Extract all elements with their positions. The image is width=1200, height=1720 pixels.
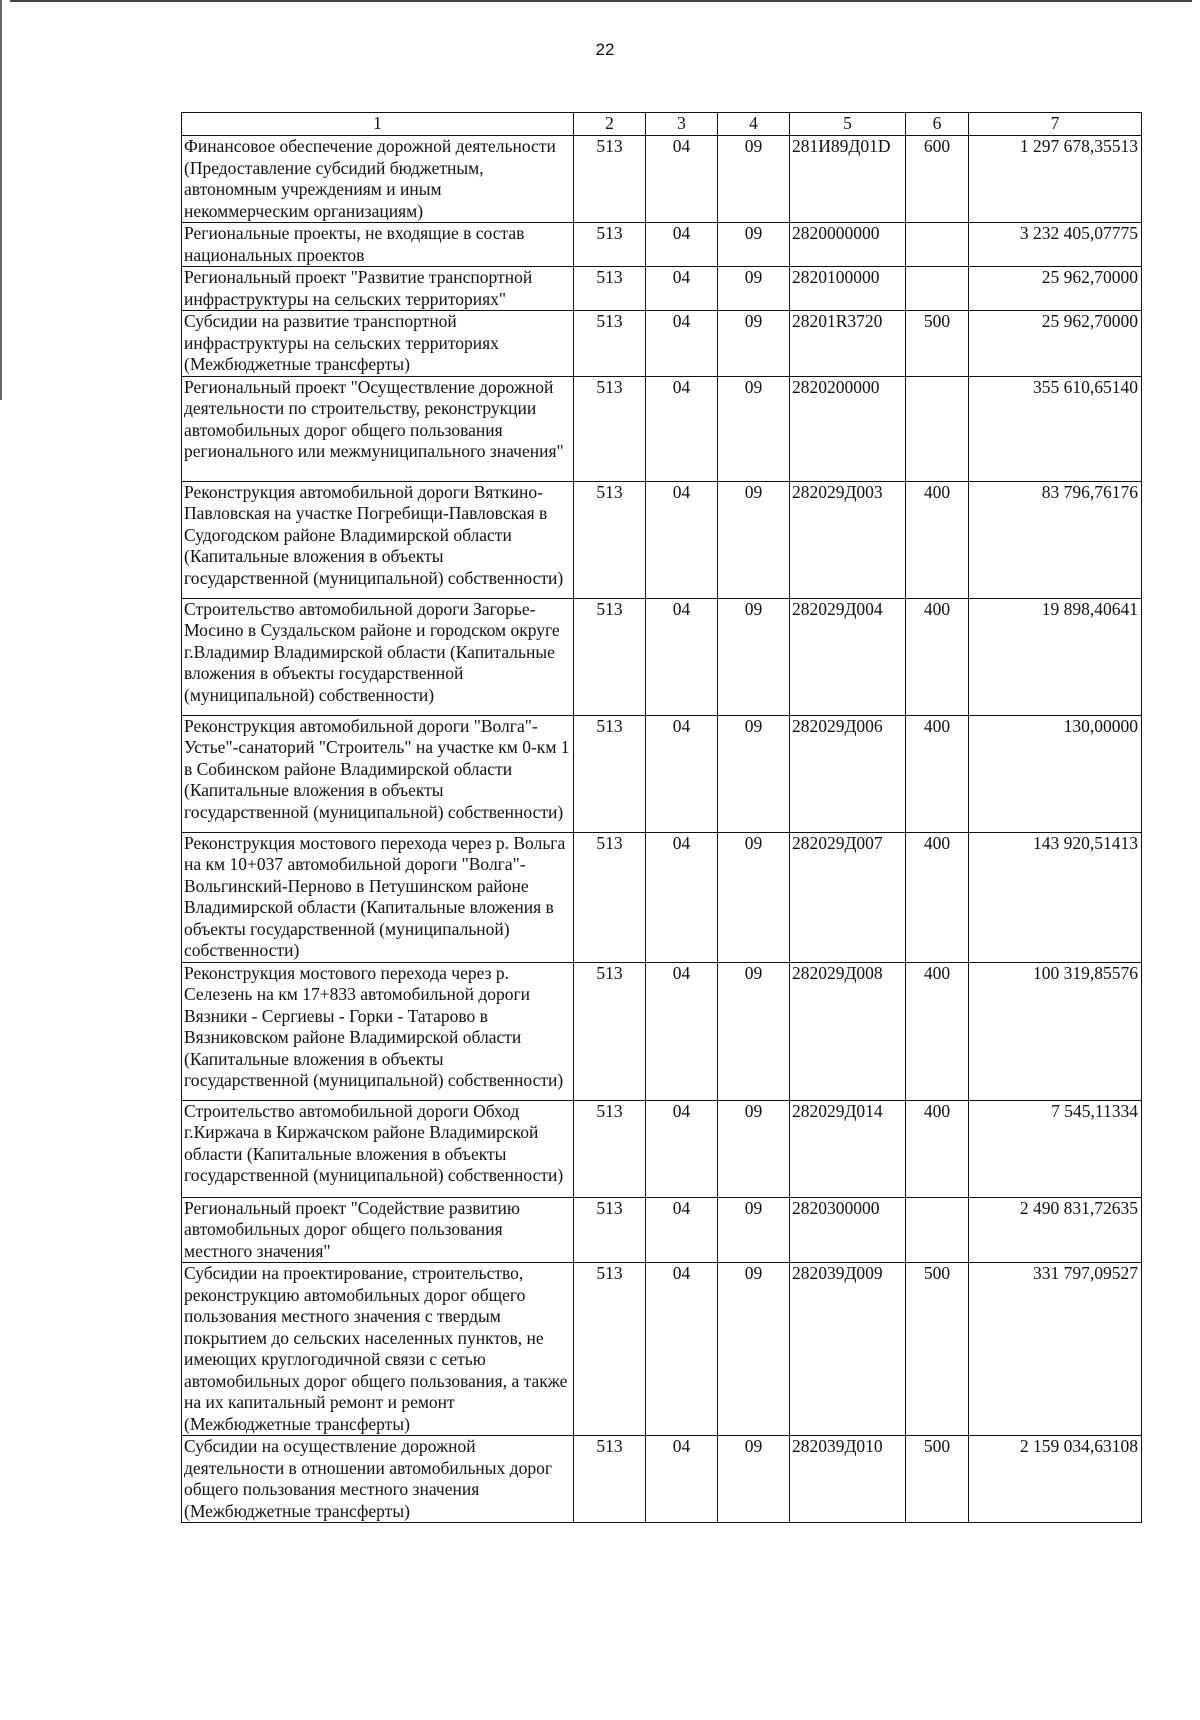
table-row — [182, 1197, 1142, 1263]
table-row — [182, 136, 1142, 223]
table-body — [182, 136, 1142, 1523]
row-name: Реконструкция автомобильной дороги "Волга"-Устье"-санаторий "Строитель" на участке км 0-км 1 в Собинском районе Владимирской области (Капитальные вложения в объекты государственной (муниципальной) собственности) — [182, 715, 574, 832]
header-cell-1: 1 — [182, 113, 574, 136]
row-pr: 09 — [718, 1436, 790, 1523]
row-vr: 400 — [906, 481, 969, 598]
table-row — [182, 962, 1142, 1100]
row-gr: 513 — [574, 481, 646, 598]
row-vr — [906, 1197, 969, 1263]
row-name: Реконструкция автомобильной дороги Вяткино-Павловская на участке Погребищи-Павловская в Судогодском районе Владимирской области (Капитальные вложения в объекты государственной (муниципальной) собственности) — [182, 481, 574, 598]
row-rz: 04 — [646, 832, 718, 962]
row-name: Реконструкция мостового перехода через р. Селезень на км 17+833 автомобильной дороги Вязники - Сергиевы - Горки - Татарово в Вязниковском районе Владимирской области (Капитальные вложения в объекты государственной (муниципальной) собственности) — [182, 962, 574, 1100]
row-name: Реконструкция мостового перехода через р. Вольга на км 10+037 автомобильной дороги "Волга"-Вольгинский-Перново в Петушинском районе Владимирской области (Капитальные вложения в объекты государственной (муниципальной) собственности) — [182, 832, 574, 962]
row-gr: 513 — [574, 1197, 646, 1263]
row-sum: 1 297 678,35513 — [969, 136, 1142, 223]
row-vr: 600 — [906, 136, 969, 223]
row-csr: 282029Д014 — [790, 1100, 906, 1197]
row-name: Региональный проект "Осуществление дорожной деятельности по строительству, реконструкции автомобильных дорог общего пользования регионального или межмуниципального значения" — [182, 376, 574, 481]
row-pr: 09 — [718, 223, 790, 267]
row-pr: 09 — [718, 962, 790, 1100]
row-gr: 513 — [574, 1100, 646, 1197]
row-pr: 09 — [718, 715, 790, 832]
row-gr: 513 — [574, 715, 646, 832]
row-sum: 143 920,51413 — [969, 832, 1142, 962]
table-row — [182, 598, 1142, 715]
table-row — [182, 223, 1142, 267]
row-sum: 25 962,70000 — [969, 267, 1142, 311]
row-gr: 513 — [574, 598, 646, 715]
row-sum: 25 962,70000 — [969, 311, 1142, 377]
page-number: 22 — [595, 40, 615, 59]
row-sum: 83 796,76176 — [969, 481, 1142, 598]
row-vr: 500 — [906, 1436, 969, 1523]
row-vr — [906, 376, 969, 481]
row-gr: 513 — [574, 832, 646, 962]
row-sum: 355 610,65140 — [969, 376, 1142, 481]
row-csr: 282039Д010 — [790, 1436, 906, 1523]
row-rz: 04 — [646, 267, 718, 311]
table-row — [182, 1436, 1142, 1523]
row-vr: 400 — [906, 962, 969, 1100]
table-row — [182, 1263, 1142, 1436]
row-name: Субсидии на проектирование, строительство, реконструкцию автомобильных дорог общего пользования местного значения с твердым покрытием до сельских населенных пунктов, не имеющих круглогодичной связи с сетью автомобильных дорог общего пользования, а также на их капитальный ремонт и ремонт (Межбюджетные трансферты) — [182, 1263, 574, 1436]
row-name: Региональный проект "Развитие транспортной инфраструктуры на сельских территориях" — [182, 267, 574, 311]
row-rz: 04 — [646, 136, 718, 223]
header-row — [182, 113, 1142, 136]
row-gr: 513 — [574, 1436, 646, 1523]
table-row — [182, 715, 1142, 832]
header-cell-4: 4 — [718, 113, 790, 136]
row-pr: 09 — [718, 376, 790, 481]
row-sum: 19 898,40641 — [969, 598, 1142, 715]
row-sum: 331 797,09527 — [969, 1263, 1142, 1436]
row-csr: 2820300000 — [790, 1197, 906, 1263]
table-row — [182, 481, 1142, 598]
row-rz: 04 — [646, 1100, 718, 1197]
row-name: Строительство автомобильной дороги Обход г.Киржача в Киржачском районе Владимирской области (Капитальные вложения в объекты государственной (муниципальной) собственности) — [182, 1100, 574, 1197]
row-pr: 09 — [718, 267, 790, 311]
row-rz: 04 — [646, 223, 718, 267]
row-pr: 09 — [718, 1197, 790, 1263]
row-pr: 09 — [718, 136, 790, 223]
row-vr: 400 — [906, 832, 969, 962]
header-cell-3: 3 — [646, 113, 718, 136]
header-cell-2: 2 — [574, 113, 646, 136]
row-gr: 513 — [574, 267, 646, 311]
row-vr: 400 — [906, 715, 969, 832]
row-csr: 281И89Д01D — [790, 136, 906, 223]
row-sum: 7 545,11334 — [969, 1100, 1142, 1197]
row-rz: 04 — [646, 1197, 718, 1263]
table-row — [182, 832, 1142, 962]
row-name: Субсидии на развитие транспортной инфраструктуры на сельских территориях (Межбюджетные трансферты) — [182, 311, 574, 377]
row-gr: 513 — [574, 1263, 646, 1436]
row-pr: 09 — [718, 1263, 790, 1436]
header-cell-5: 5 — [790, 113, 906, 136]
row-pr: 09 — [718, 598, 790, 715]
row-gr: 513 — [574, 223, 646, 267]
row-rz: 04 — [646, 598, 718, 715]
row-csr: 28201R3720 — [790, 311, 906, 377]
row-name: Региональный проект "Содействие развитию автомобильных дорог общего пользования местного значения" — [182, 1197, 574, 1263]
header-cell-7: 7 — [969, 113, 1142, 136]
table-row — [182, 311, 1142, 377]
row-vr — [906, 223, 969, 267]
table-row — [182, 1100, 1142, 1197]
row-rz: 04 — [646, 962, 718, 1100]
row-rz: 04 — [646, 715, 718, 832]
row-gr: 513 — [574, 311, 646, 377]
scan-left-edge — [0, 0, 2, 400]
row-sum: 3 232 405,07775 — [969, 223, 1142, 267]
row-sum: 2 159 034,63108 — [969, 1436, 1142, 1523]
row-pr: 09 — [718, 832, 790, 962]
row-sum: 130,00000 — [969, 715, 1142, 832]
row-pr: 09 — [718, 481, 790, 598]
scan-top-edge — [10, 0, 1192, 2]
row-csr: 282029Д003 — [790, 481, 906, 598]
row-gr: 513 — [574, 136, 646, 223]
row-gr: 513 — [574, 376, 646, 481]
header-cell-6: 6 — [906, 113, 969, 136]
row-rz: 04 — [646, 1263, 718, 1436]
row-vr: 400 — [906, 598, 969, 715]
row-name: Финансовое обеспечение дорожной деятельности (Предоставление субсидий бюджетным, автономным учреждениям и иным некоммерческим организациям) — [182, 136, 574, 223]
row-vr: 500 — [906, 1263, 969, 1436]
row-rz: 04 — [646, 376, 718, 481]
row-name: Региональные проекты, не входящие в состав национальных проектов — [182, 223, 574, 267]
row-csr: 282039Д009 — [790, 1263, 906, 1436]
row-csr: 282029Д004 — [790, 598, 906, 715]
row-csr: 2820200000 — [790, 376, 906, 481]
row-name: Строительство автомобильной дороги Загорье-Мосино в Суздальском районе и городском округе г.Владимир Владимирской области (Капитальные вложения в объекты государственной (муниципальной) собственности) — [182, 598, 574, 715]
row-pr: 09 — [718, 1100, 790, 1197]
row-name: Субсидии на осуществление дорожной деятельности в отношении автомобильных дорог общего пользования местного значения (Межбюджетные трансферты) — [182, 1436, 574, 1523]
row-csr: 282029Д008 — [790, 962, 906, 1100]
row-rz: 04 — [646, 481, 718, 598]
row-csr: 282029Д007 — [790, 832, 906, 962]
row-gr: 513 — [574, 962, 646, 1100]
row-vr — [906, 267, 969, 311]
table-row — [182, 267, 1142, 311]
row-csr: 2820000000 — [790, 223, 906, 267]
row-rz: 04 — [646, 1436, 718, 1523]
table-row — [182, 376, 1142, 481]
row-vr: 500 — [906, 311, 969, 377]
row-csr: 2820100000 — [790, 267, 906, 311]
row-rz: 04 — [646, 311, 718, 377]
row-csr: 282029Д006 — [790, 715, 906, 832]
row-sum: 100 319,85576 — [969, 962, 1142, 1100]
row-vr: 400 — [906, 1100, 969, 1197]
row-sum: 2 490 831,72635 — [969, 1197, 1142, 1263]
budget-table — [181, 112, 1142, 1523]
row-pr: 09 — [718, 311, 790, 377]
